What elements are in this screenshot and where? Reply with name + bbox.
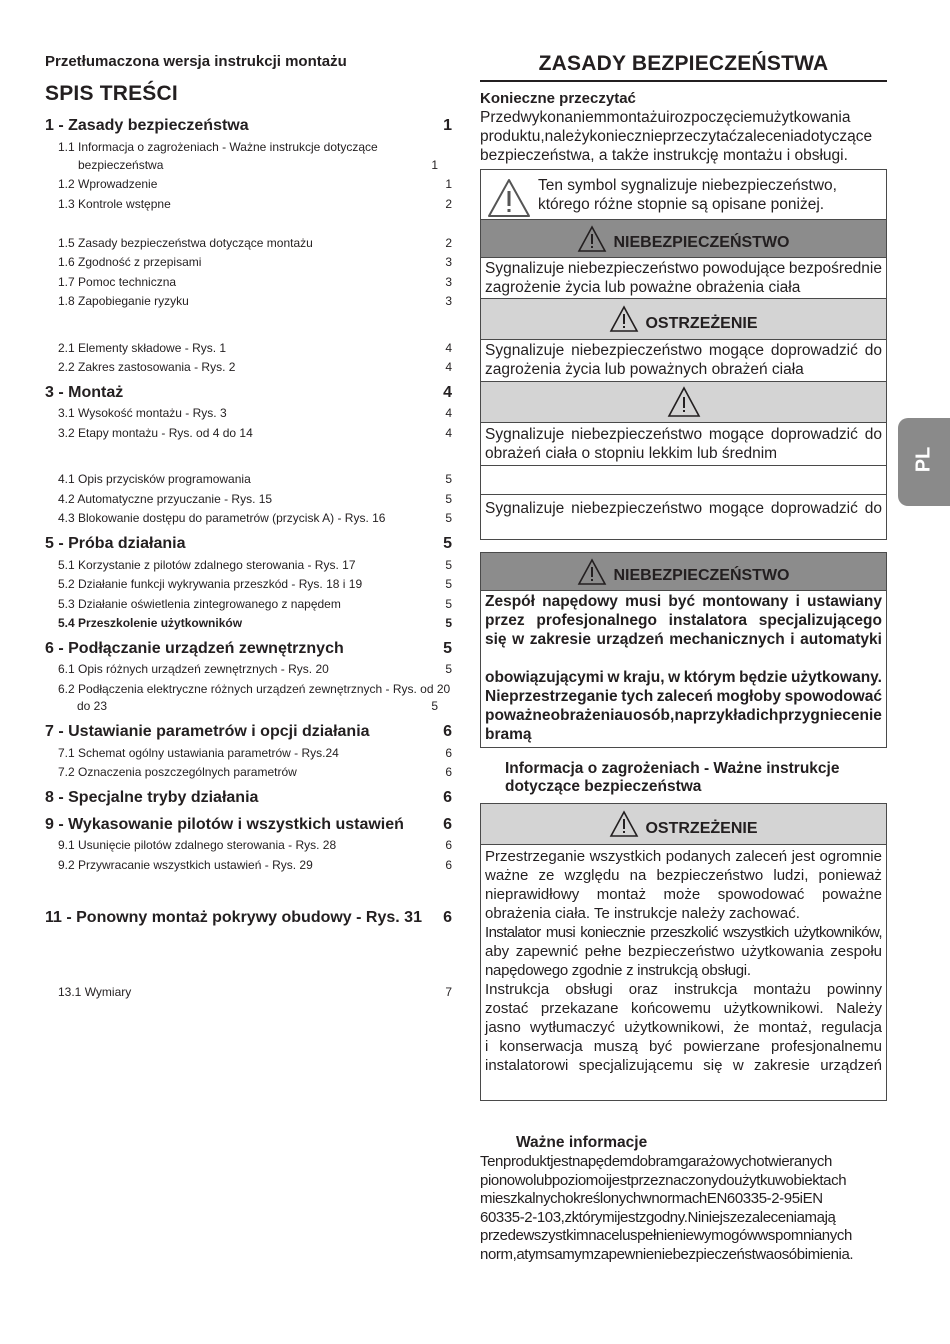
warning-triangle-icon [609,810,639,838]
language-tab-label: PL [912,446,935,473]
language-tab[interactable] [898,418,950,506]
must-read-heading: Konieczne przeczytać [480,90,636,107]
document-subtitle: Przetłumaczona wersja instrukcji montażu [45,53,347,70]
danger-installation-box [480,552,887,748]
hazard-legend-box [480,169,887,540]
danger-level-band [481,220,886,257]
warning-level-band [481,299,886,339]
divider [481,339,886,340]
warning-instructions-box [480,803,887,1101]
info-heading: Informacja o zagrożeniach - Ważne instrukcje dotyczące bezpieczeństwa [505,760,840,795]
warning-triangle-icon [487,178,531,218]
danger-box-text: Zespół napędowy musi być montowany i ustawiany przez profesjonalnego instalatora specjalizującego się w zakresie urządzeń mechanicznych i automatyki obowiązującymi w kraju, w którym będzie użytkowany. Nieprzestrzeganie tych zaleceń mogłoby spowodować poważne obrażenia u osób, na przykład ich przygniecenie bramą [485,593,882,743]
important-info-paragraph: Tenproduktjestnapędemdobramgarażowychotwieranych pionowolubpoziomoijestprzeznaczonydoużytkuwobiektach mieszkalnychokreślonychwnormachEN60335-2-95iEN 60335-2-103,zktórymijestzgodny.Niniejszezaleceniamają przedewszystkimnaceluspełnieniewymogówwspomnianych norm,atymsamymzapewnieniebezpieczeństwaosóbimienia. [480,1153,854,1263]
divider [481,844,886,845]
warning-box-label: OSTRZEŻENIE [645,820,758,837]
divider [481,257,886,258]
warning-triangle-icon [577,225,607,253]
divider [481,465,886,466]
warning-triangle-icon [577,558,607,586]
symbol-description: Ten symbol sygnalizuje niebezpieczeństwo, którego różne stopnie są opisane poniżej. [538,177,837,213]
title-divider [480,80,887,82]
must-read-paragraph: Przedwykonaniemmontażuirozpoczęciemużytkowania produktu,należykoniecznieprzeczytaćzaleceniadotyczące bezpieczeństwa, a także instrukcję montażu i obsługi. [480,109,873,164]
danger-label: NIEBEZPIECZEŃSTWO [613,233,790,251]
warning-box-header [481,804,886,844]
important-info-heading: Ważne informacje [516,1134,648,1151]
warning-description: Sygnalizuje niebezpieczeństwo mogące doprowadzić do zagrożenia życia lub poważnych obrażeń ciała [485,342,882,378]
toc-title: SPIS TREŚCI [45,82,178,105]
warning-triangle-icon [667,386,701,418]
caution-description: Sygnalizuje niebezpieczeństwo mogące doprowadzić do obrażeń ciała o stopniu lekkim lub średnim [485,426,882,462]
caution-level-band [481,382,886,422]
divider [481,422,886,423]
warning-box-text: Przestrzeganie wszystkich podanych zaleceń jest ogromnie ważne ze względu na bezpieczeństwo ludzi, ponieważ nieprawidłowy montaż może spowodować poważne obrażenia ciała. Te instrukcje należy zachować. Instalator musi koniecznie przeszkolić wszystkich użytkowników, aby zapewnić pełne bezpieczeństwo użytkowania zespołu napędowego zgodnie z instrukcją obsługi. Instrukcja obsługi oraz instrukcja montażu powinny zostać przekazane końcowemu użytkownikowi. Należy jasno wytłumaczyć użytkownikowi, że montaż, regulacja i konserwacja muszą być powierzane profesjonalnemu instalatorowi specjalizującemu się w zakresie urządzeń [485,848,882,1074]
warning-triangle-icon [609,305,639,333]
danger-description: Sygnalizuje niebezpieczeństwo powodujące bezpośrednie zagrożenie życia lub poważne obrażenia ciała [485,260,882,296]
warning-label: OSTRZEŻENIE [645,315,758,332]
danger-box-header [481,553,886,590]
divider [481,494,886,495]
divider [481,590,886,591]
notice-description: Sygnalizuje niebezpieczeństwo mogące doprowadzić do [485,500,882,517]
danger-box-label: NIEBEZPIECZEŃSTWO [613,566,790,584]
section-title: ZASADY BEZPIECZEŃSTWA [538,52,829,75]
